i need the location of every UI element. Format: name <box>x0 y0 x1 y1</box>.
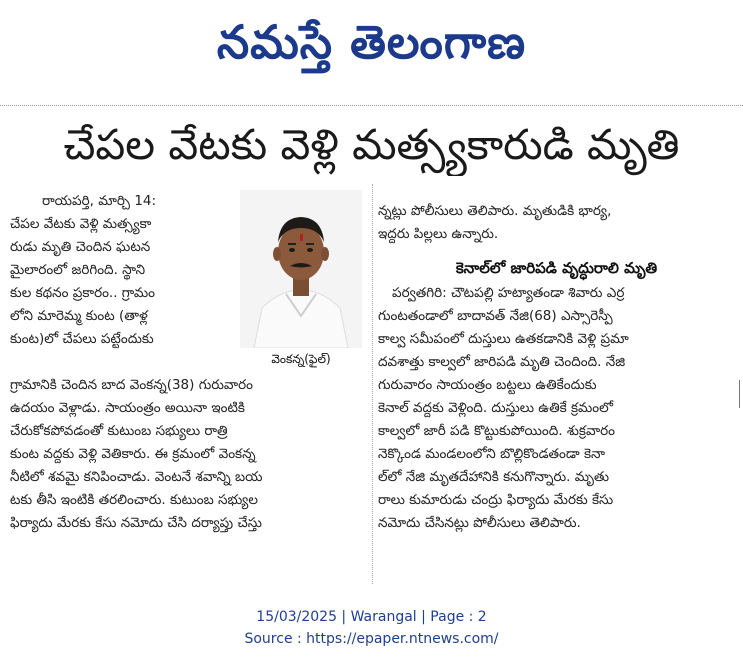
article-line: ఫిర్యాదు మేరకు కేసు నమోదు చేసి దర్యాప్తు చేస్తు <box>10 515 262 531</box>
source-footer <box>0 606 743 650</box>
page-edge-mark <box>739 380 743 408</box>
article-line: మైలారంలో జరిగింది. స్థాని <box>10 262 146 278</box>
article-line: లోని మారెమ్మ కుంట (తాళ్ల <box>10 308 148 324</box>
portrait-image <box>240 190 362 348</box>
article-line: టకు తీసి ఇంటికి తరలించారు. కుటుంబ సభ్యుల <box>10 492 258 508</box>
article-line: గ్రామానికి చెందిన బాద వెంకన్న(38) గురువారం <box>10 377 253 393</box>
article-line: కెనాల్ వద్దకు వెళ్లింది. దుస్తులు ఉతికే క్రమంలో <box>378 400 614 416</box>
article-line: కుంట వద్దకు వెళ్లి వెతికారు. ఈ క్రమంలో వెంకన్న <box>10 446 256 462</box>
article-line: గురువారం సాయంత్రం బట్టలు ఉతికేందుకు <box>378 377 597 393</box>
article-line: కాల్వ సమీపంలో దుస్తులు ఉతకడానికి వెళ్లి ప్రమా <box>378 331 629 347</box>
article-line: దవశాత్తు కాల్వలో జారిపడి మృతి చెందింది. నేజి <box>378 354 626 370</box>
article-headline: చేపల వేటకు వెళ్లి మత్స్యకారుడి మృతి <box>63 120 680 169</box>
article-line: ల్‌లో నేజి మృతదేహానికి కనుగొన్నారు. మృతు <box>378 469 610 485</box>
article-line: రాలు కుమారుడు చంద్రు ఫిర్యాదు మేరకు కేసు <box>378 492 614 508</box>
article-line: నమోదు చేసినట్లు పోలీసులు తెలిపారు. <box>378 515 581 531</box>
masthead <box>0 0 743 96</box>
article-line: న్నట్లు పోలీసులు తెలిపారు. మృతుడికి భార్య, <box>378 203 612 219</box>
edition-info: 15/03/2025 | Warangal | Page : 2 <box>256 609 487 625</box>
article-line: ఉదయం వెళ్లాడు. సాయంత్రం అయినా ఇంటికి <box>10 400 245 416</box>
portrait-photo <box>240 190 362 370</box>
article-line: కాల్వలో జారీ పడి కొట్టుకుపోయింది. శుక్రవారం <box>378 423 615 439</box>
article-line: చేపల వేటకు వెళ్లి మత్స్యకా <box>10 216 152 232</box>
article-line: కుంట)లో చేపలు పట్టేందుకు <box>10 331 154 347</box>
article-line: నీటిలో శవమై కనిపించాడు. వెంటనే శవాన్ని బయ <box>10 469 263 485</box>
article-line: చేరుకోకపోవడంతో కుటుంబ సభ్యులు రాత్రి <box>10 423 228 439</box>
sub-headline: కెనాల్‌లో జారిపడి వృద్ధురాలి మృతి <box>455 259 658 277</box>
source-link[interactable]: Source : https://epaper.ntnews.com/ <box>244 631 499 647</box>
article-line: రుడు మృతి చెందిన ఘటన <box>10 239 151 255</box>
photo-caption: వెంకన్న(ఫైల్) <box>240 348 362 370</box>
article-line: కుల కథనం ప్రకారం.. గ్రామం <box>10 285 155 301</box>
article-line: నెక్కొండ మండలంలోని బొల్లికొండతండా కెనా <box>378 446 606 462</box>
left-column <box>10 184 366 592</box>
masthead-divider <box>0 105 743 106</box>
right-column <box>378 184 735 592</box>
article-line: గుంటతండాలో బాదావత్ నేజి(68) ఎస్సారెస్పీ <box>378 308 613 324</box>
article-line: రాయపర్తి, మార్చి 14: <box>42 193 157 209</box>
article-line: పర్వతగిరి: చౌటపల్లి హట్యాతండా శివారు ఎర్ర <box>392 285 625 301</box>
article-body <box>10 184 735 592</box>
column-divider <box>372 184 373 584</box>
article-line: ఇద్దరు పిల్లలు ఉన్నారు. <box>378 226 499 242</box>
newspaper-logo: నమస్తే తెలంగాణ <box>216 15 527 69</box>
